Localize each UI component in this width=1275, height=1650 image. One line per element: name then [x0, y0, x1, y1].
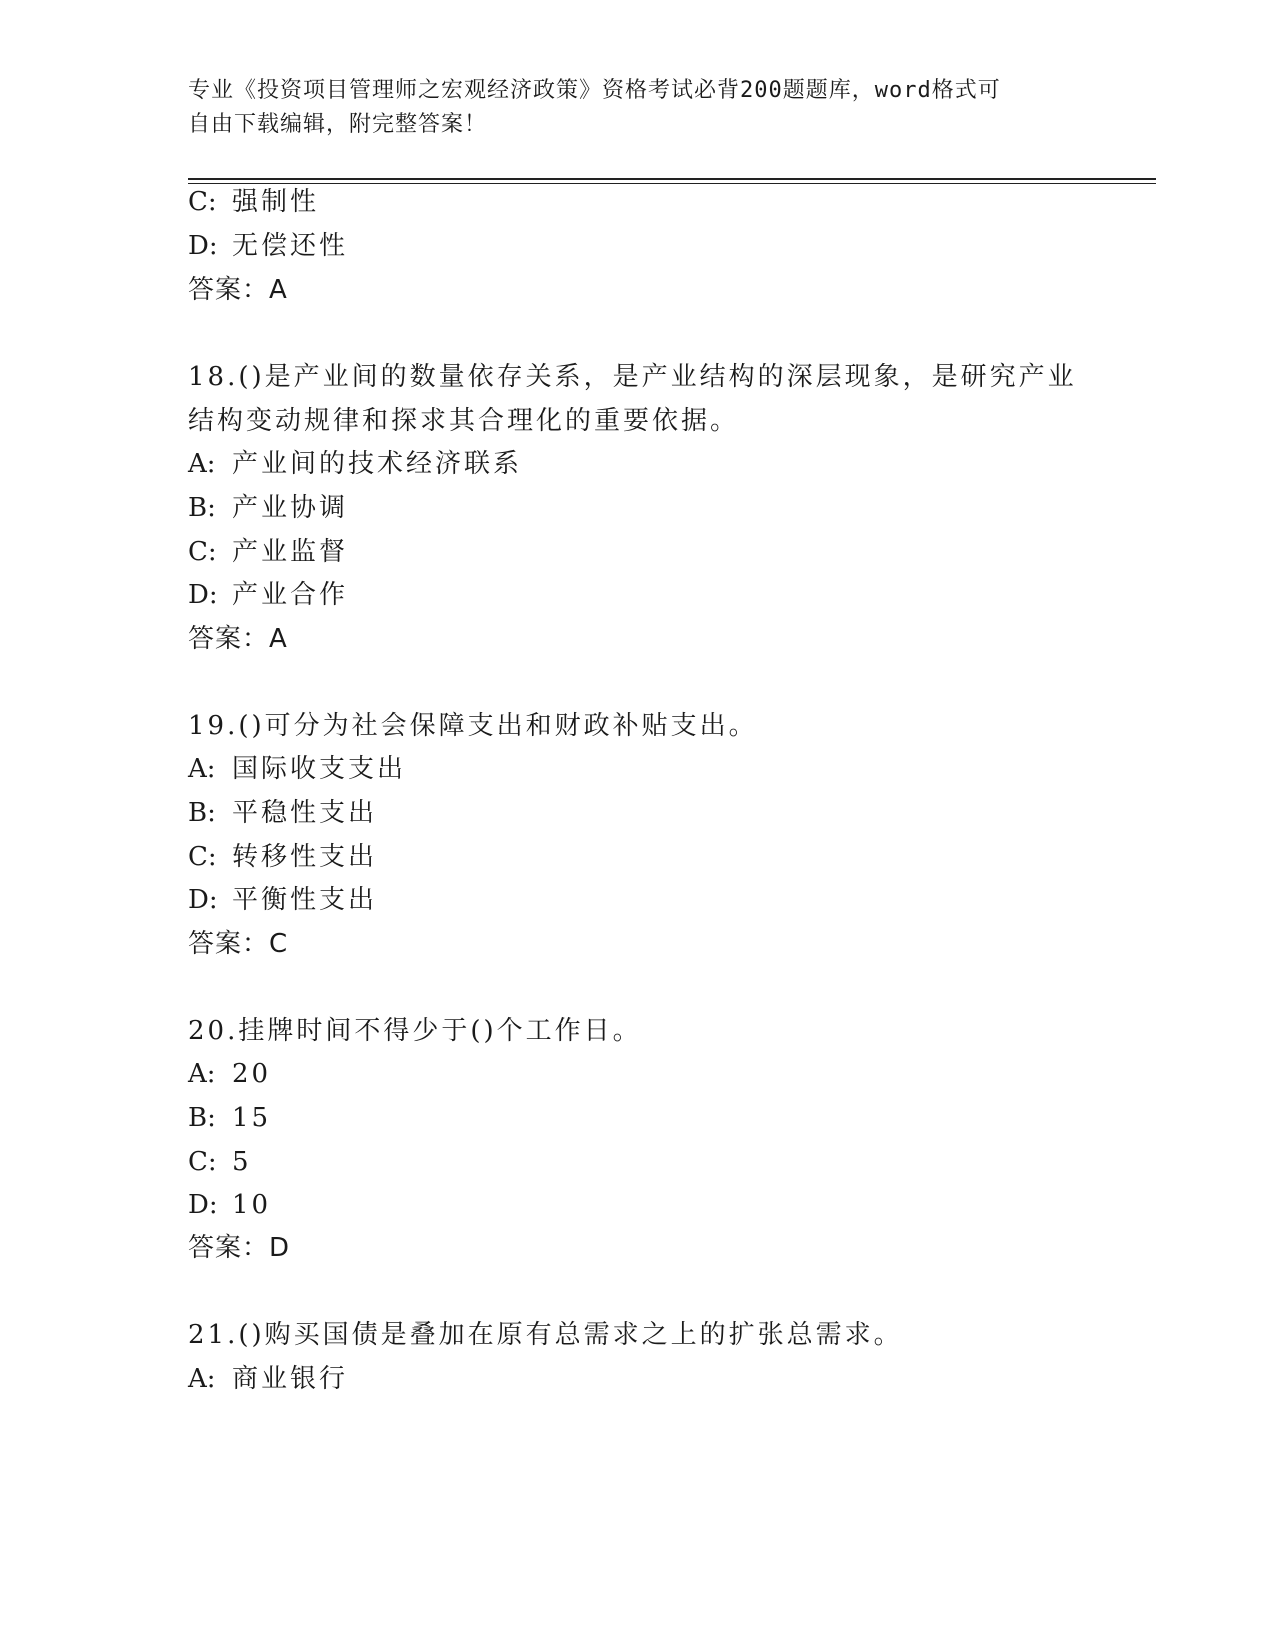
question-20-stem: 20.挂牌时间不得少于()个工作日。 [188, 1016, 642, 1046]
option-text: 强制性 [232, 187, 320, 217]
option-key: D: [188, 580, 218, 610]
option-key: B: [188, 798, 216, 828]
question-18-option-c [188, 535, 348, 569]
option-key: C: [188, 1147, 217, 1177]
question-18-option-d [188, 578, 348, 612]
question-19-stem: 19.()可分为社会保障支出和财政补贴支出。 [188, 711, 758, 741]
option-key: D: [188, 1190, 218, 1220]
option-key: A: [188, 754, 216, 784]
header-divider-thick [188, 178, 1156, 180]
option-text: 15 [232, 1103, 272, 1133]
question-19-option-d [188, 883, 377, 917]
question-20-option-d [188, 1188, 271, 1222]
question-18-option-b [188, 491, 348, 525]
option-key: A: [188, 1059, 216, 1089]
option-key: D: [188, 231, 218, 261]
header-line-1: 专业《投资项目管理师之宏观经济政策》资格考试必背200题题库，word格式可 [188, 78, 1001, 103]
question-18-answer: 答案：A [188, 624, 288, 654]
answer-line: 答案：A [188, 275, 288, 305]
option-text: 转移性支出 [232, 842, 378, 872]
question-18-stem-line-1: 18.()是产业间的数量依存关系，是产业结构的深层现象，是研究产业 [188, 362, 1077, 392]
question-20-option-a [188, 1057, 271, 1091]
option-text: 无偿还性 [232, 231, 349, 261]
option-key: C: [188, 537, 217, 567]
option-text: 国际收支支出 [232, 754, 407, 784]
option-text: 平衡性支出 [232, 885, 378, 915]
option-text: 产业合作 [232, 580, 349, 610]
option-text: 20 [232, 1059, 272, 1089]
option-text: 平稳性支出 [232, 798, 378, 828]
document-header [188, 74, 1088, 142]
question-18-option-a [188, 447, 522, 481]
question-19-option-b [188, 796, 377, 830]
option-text: 5 [232, 1147, 252, 1177]
option-key: A: [188, 449, 216, 479]
option-text: 10 [232, 1190, 272, 1220]
question-18-stem-line-2: 结构变动规律和探求其合理化的重要依据。 [188, 406, 740, 436]
question-20-answer: 答案：D [188, 1233, 291, 1263]
question-19-option-c [188, 840, 377, 874]
question-19-option-a [188, 752, 406, 786]
header-line-2: 自由下载编辑，附完整答案！ [188, 112, 488, 137]
option-text: 产业协调 [232, 493, 349, 523]
question-21-option-a [188, 1362, 348, 1396]
question-21-stem: 21.()购买国债是叠加在原有总需求之上的扩张总需求。 [188, 1320, 903, 1350]
option-key: A: [188, 1364, 216, 1394]
option-key: C: [188, 842, 217, 872]
question-19-answer: 答案：C [188, 929, 289, 959]
option-text: 产业监督 [232, 537, 349, 567]
option-key: B: [188, 493, 216, 523]
option-c [188, 185, 319, 219]
option-text: 商业银行 [232, 1364, 349, 1394]
question-20-option-c [188, 1145, 252, 1179]
option-text: 产业间的技术经济联系 [232, 449, 523, 479]
option-key: C: [188, 187, 217, 217]
header-divider-thin [188, 183, 1156, 184]
option-d [188, 229, 348, 263]
option-key: B: [188, 1103, 216, 1133]
option-key: D: [188, 885, 218, 915]
question-20-option-b [188, 1101, 271, 1135]
